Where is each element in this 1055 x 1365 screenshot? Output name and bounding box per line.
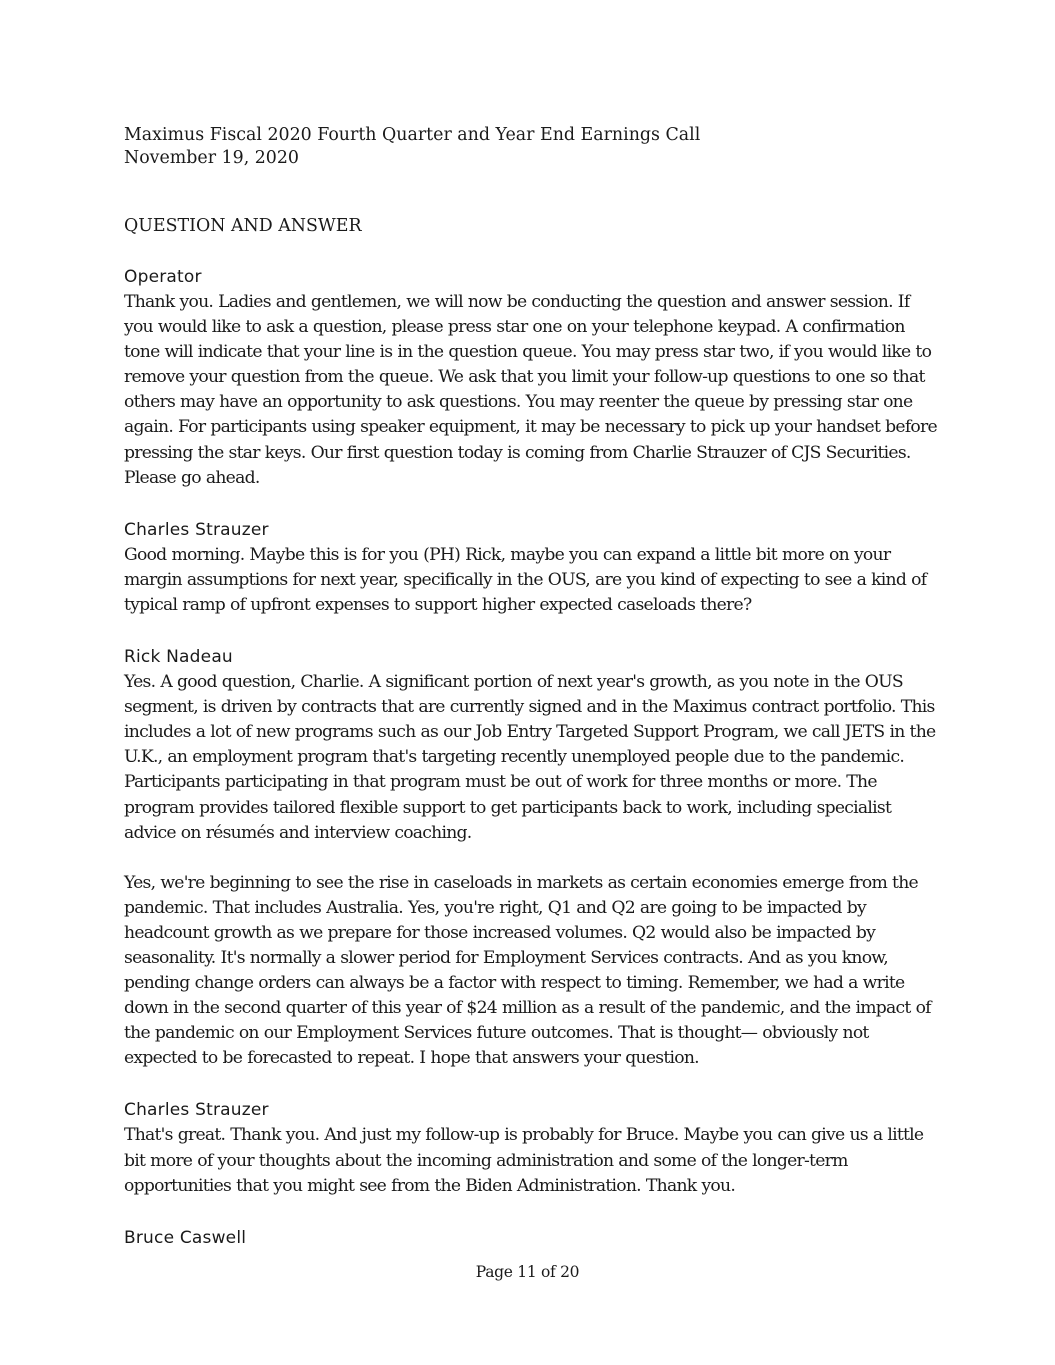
- speaker-paragraph: Yes. A good question, Charlie. A significant portion of next year's growth, as you note in the OUS segment, is driven by contracts that are currently signed and in the Maximus contract portfolio. This includes a lot of new programs such as our Job Entry Targeted Support Program, we call JETS in the U.K., an employment program that's targeting recently unemployed people due to the pandemic. Participants participating in that program must be out of work for three months or more. The program provides tailored flexible support to get participants back to work, including specialist advice on résumés and interview coaching.: [124, 672, 936, 843]
- document-title: Maximus Fiscal 2020 Fourth Quarter and Year End Earnings Call: [124, 125, 701, 145]
- document-date: November 19, 2020: [124, 148, 300, 168]
- speaker-paragraph: That's great. Thank you. And just my follow-up is probably for Bruce. Maybe you can give us a little bit more of your thoughts about the incoming administration and some of the longer-term opportunities that you might see from the Biden Administration. Thank you.: [124, 1125, 924, 1196]
- page-number: Page 11 of 20: [475, 1263, 580, 1281]
- speaker-name: Rick Nadeau: [124, 647, 233, 668]
- speaker-paragraph: Yes, we're beginning to see the rise in caseloads in markets as certain economies emerge from the pandemic. That includes Australia. Yes, you're right, Q1 and Q2 are going to be impacted by headcount growth as we prepare for those increased volumes. Q2 would also be impacted by seasonality. It's normally a slower period for Employment Services contracts. And as you know, pending change orders can always be a factor with respect to timing. Remember, we had a write down in the second quarter of this year of $24 million as a result of the pandemic, and the impact of the pandemic on our Employment Services future outcomes. That is thought— obviously not expected to be forecasted to repeat. I hope that answers your question.: [124, 872, 931, 1069]
- speaker-name: Charles Strauzer: [124, 519, 269, 540]
- speaker-name: Bruce Caswell: [124, 1227, 247, 1248]
- speaker-block-operator: [124, 265, 939, 491]
- speaker-paragraph: Thank you. Ladies and gentlemen, we will now be conducting the question and answer session. If you would like to ask a question, please press star one on your telephone keypad. A confirmation tone will indicate that your line is in the question queue. You may press star two, if you would like to remove your question from the queue. We ask that you limit your follow-up questions to one so that others may have an opportunity to ask questions. You may reenter the queue by pressing star one again. For participants using speaker equipment, it may be necessary to pick up your handset before pressing the star keys. Our first question today is coming from Charlie Strauzer of CJS Securities. Please go ahead.: [124, 292, 937, 488]
- transcript-page: [124, 124, 939, 1251]
- speaker-block-charles-strauzer: [124, 518, 939, 618]
- speaker-block-charles-strauzer-followup: [124, 1098, 939, 1198]
- speaker-paragraph: Good morning. Maybe this is for you (PH) Rick, maybe you can expand a little bit more on your margin assumptions for next year, specifically in the OUS, are you kind of expecting to see a kind of typical ramp of upfront expenses to support higher expected caseloads there?: [124, 544, 927, 615]
- speaker-block-rick-nadeau: [124, 645, 939, 1071]
- speaker-name: Operator: [124, 267, 202, 287]
- speaker-block-bruce-caswell: [124, 1226, 939, 1251]
- speaker-name: Charles Strauzer: [124, 1100, 269, 1121]
- section-heading: QUESTION AND ANSWER: [124, 216, 362, 236]
